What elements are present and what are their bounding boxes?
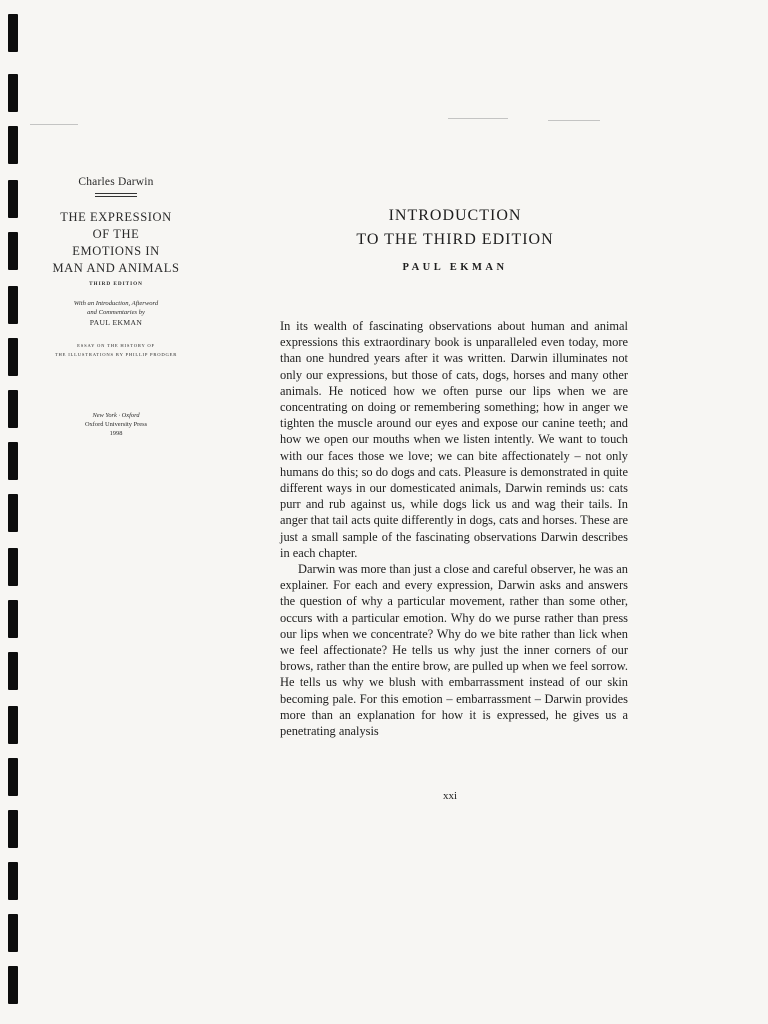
chapter-title-line-2: TO THE THIRD EDITION bbox=[356, 231, 554, 248]
paragraph: Darwin was more than just a close and careful observer, he was an explainer. For each and every expression, Darwin asks and answers the question of why a particular movement, rather than some other, occurs with a particular emotion. Why do we purse rather than press our lips when we concentrate? Why do we bite rather than lick when we feel affectionate? He tells us why just the inner corners of our brows, rather than the entire brow, are pulled up when we feel sorrow. He tells us why we blush with embarrassment instead of our skin becoming pale. For this emotion – embarrassment – Darwin provides more than an explanation for how it is expressed, he gives us a penetrating analysis bbox=[280, 562, 628, 739]
publisher-block bbox=[40, 411, 192, 438]
publisher-city: New York · Oxford bbox=[92, 412, 140, 419]
binding-hole bbox=[8, 548, 18, 586]
binding-hole bbox=[8, 862, 18, 900]
chapter-heading bbox=[280, 204, 630, 252]
binding-hole bbox=[8, 180, 18, 218]
paragraph: In its wealth of fascinating observations about human and animal expressions this extraordinary book is unparalleled even today, more than one hundred years after it was written. Darwin illuminates not only our expressions, but those of cats, dogs, horses and many other animals. He noticed how we often purse our lips when we are concentrating on doing or remembering something; how in anger we tighten the muscle around our eyes and expose our canine teeth; and how we open our mouths when we listen intently. We want to touch with our faces those we love; we can bite affectionately – not only humans do this; so do dogs and cats. Pleasure is demonstrated in quite different ways in our domesticated animals, Darwin reminds us: cats purr and rub against us, while dogs lick us and wag their tails. In anger that tail acts quite differently in dogs, cats and horses. These are just a small sample of the fascinating observations Darwin describes in each chapter. bbox=[280, 319, 628, 560]
binding-hole bbox=[8, 810, 18, 848]
essay-credit bbox=[40, 341, 192, 359]
page-number: xxi bbox=[442, 790, 458, 802]
introduction-author: PAUL EKMAN bbox=[89, 318, 143, 327]
essay-credit-line: ESSAY ON THE HISTORY OF bbox=[77, 343, 155, 348]
binding-hole bbox=[8, 914, 18, 952]
binding-hole bbox=[8, 232, 18, 270]
binding-hole bbox=[8, 390, 18, 428]
scan-artifact-line bbox=[548, 120, 600, 121]
book-title-line: MAN AND ANIMALS bbox=[52, 261, 180, 275]
essay-credit-line: THE ILLUSTRATIONS BY PHILLIP PRODGER bbox=[54, 352, 178, 357]
binding-hole bbox=[8, 966, 18, 1004]
chapter-author: PAUL EKMAN bbox=[402, 262, 508, 273]
binding-hole bbox=[8, 338, 18, 376]
binding-hole bbox=[8, 494, 18, 532]
book-title-line: EMOTIONS IN bbox=[72, 244, 160, 258]
introduction-credit bbox=[40, 299, 192, 317]
binding-hole bbox=[8, 286, 18, 324]
body-text bbox=[280, 318, 628, 739]
binding-hole bbox=[8, 442, 18, 480]
divider bbox=[95, 193, 137, 194]
binding-hole bbox=[8, 74, 18, 112]
binding-hole bbox=[8, 126, 18, 164]
introduction-credit-line: With an Introduction, Afterword bbox=[73, 300, 159, 307]
introduction-credit-line: and Commentaries by bbox=[87, 309, 145, 316]
binding-hole bbox=[8, 706, 18, 744]
edition-label: THIRD EDITION bbox=[89, 281, 143, 287]
book-title-line: THE EXPRESSION bbox=[60, 210, 172, 224]
publisher-name: Oxford University Press bbox=[84, 421, 148, 428]
binding-hole bbox=[8, 758, 18, 796]
publication-year: 1998 bbox=[109, 430, 123, 437]
chapter-title-line-1: INTRODUCTION bbox=[388, 207, 522, 224]
book-title bbox=[40, 209, 192, 277]
scan-artifact-line bbox=[448, 118, 508, 119]
title-page-author: Charles Darwin bbox=[78, 176, 154, 188]
title-page bbox=[40, 176, 192, 438]
divider bbox=[95, 196, 137, 197]
binding-hole bbox=[8, 652, 18, 690]
book-title-line: OF THE bbox=[92, 227, 140, 241]
binding-hole bbox=[8, 14, 18, 52]
binding-hole bbox=[8, 600, 18, 638]
scan-artifact-line bbox=[30, 124, 78, 125]
